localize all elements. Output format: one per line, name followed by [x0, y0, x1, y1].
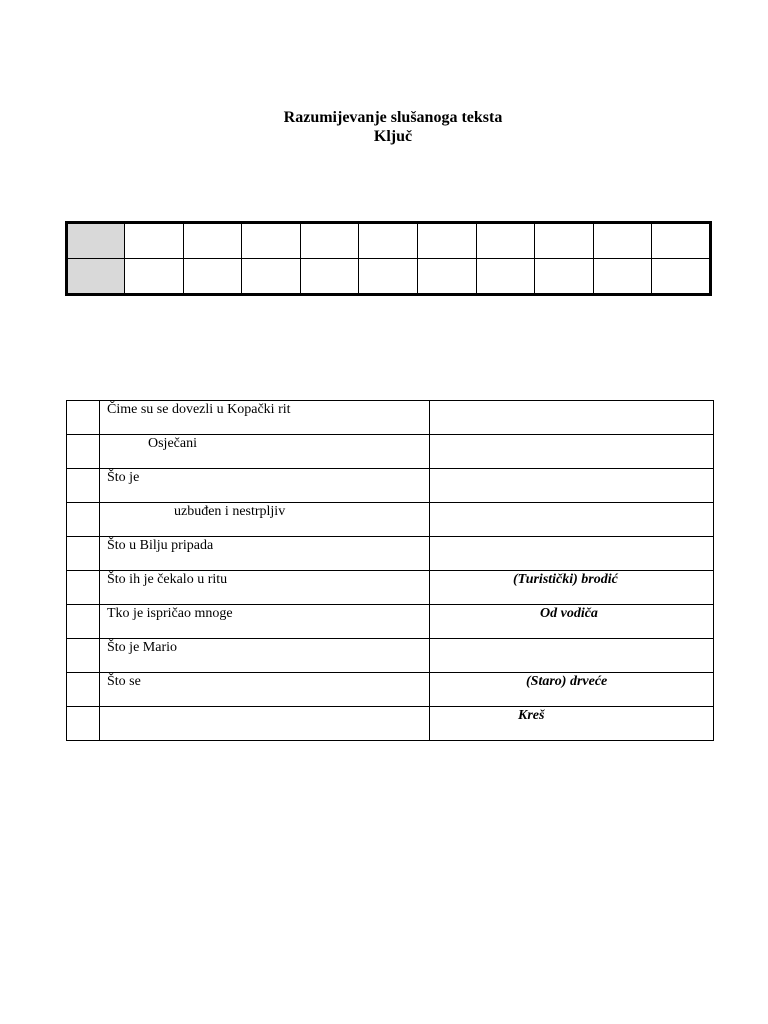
answer-grid-cell: [652, 259, 711, 295]
answer-cell: [430, 503, 714, 537]
answer-grid-cell: [300, 259, 359, 295]
answer-text: [430, 537, 713, 538]
question-cell: [100, 537, 430, 571]
answer-text: Kreš: [518, 708, 545, 723]
answer-grid-cell: [593, 223, 652, 259]
table-row: [67, 435, 714, 469]
question-cell: [100, 707, 430, 741]
answer-text: [430, 503, 713, 504]
answer-grid-cell: [535, 259, 594, 295]
question-cell: [100, 571, 430, 605]
table-row: [67, 707, 714, 741]
answer-grid-header-cell: [67, 259, 125, 295]
question-cell: [100, 605, 430, 639]
answer-grid-cell: [125, 223, 184, 259]
row-number-cell: [67, 435, 100, 469]
table-row: [67, 503, 714, 537]
answer-grid-cell: [476, 223, 535, 259]
answer-text: (Staro) drveće: [526, 674, 608, 689]
answer-cell: [430, 469, 714, 503]
row-number-cell: [67, 401, 100, 435]
answer-grid-row: [67, 259, 711, 295]
table-row: [67, 639, 714, 673]
question-text: Što se: [107, 674, 141, 689]
question-text: Što u Bilju pripada: [107, 538, 214, 553]
answer-grid-cell: [183, 259, 242, 295]
answer-cell: [430, 571, 714, 605]
answer-grid-cell: [593, 259, 652, 295]
question-text: Što je Mario: [107, 640, 177, 655]
question-text: Što ih je čekalo u ritu: [107, 572, 228, 587]
answer-text: [430, 401, 713, 402]
answer-grid-cell: [125, 259, 184, 295]
question-text: Tko je ispričao mnoge: [107, 606, 233, 621]
question-cell: [100, 469, 430, 503]
answer-cell: [430, 707, 714, 741]
answer-cell: [430, 639, 714, 673]
answer-grid-cell: [359, 223, 418, 259]
question-answer-table: [66, 400, 714, 741]
table-row: [67, 401, 714, 435]
document-subtitle: Ključ: [373, 128, 413, 145]
answer-text: (Turistički) brodić: [513, 572, 618, 587]
table-row: [67, 605, 714, 639]
table-row: [67, 469, 714, 503]
answer-text: [430, 435, 713, 436]
question-text: Čime su se dovezli u Kopački rit: [107, 402, 291, 417]
answer-grid-cell: [300, 223, 359, 259]
question-cell: [100, 673, 430, 707]
answer-grid-cell: [359, 259, 418, 295]
table-row: [67, 673, 714, 707]
question-text: Što je: [107, 470, 140, 485]
row-number-cell: [67, 469, 100, 503]
row-number-cell: [67, 639, 100, 673]
answer-grid-header-cell: [67, 223, 125, 259]
table-row: [67, 537, 714, 571]
answer-grid-cell: [535, 223, 594, 259]
answer-text: [430, 639, 713, 640]
answer-grid-cell: [183, 223, 242, 259]
row-number-cell: [67, 707, 100, 741]
answer-grid-cell: [652, 223, 711, 259]
answer-text: Od vodiča: [540, 606, 598, 621]
row-number-cell: [67, 673, 100, 707]
question-cell: [100, 401, 430, 435]
answer-cell: [430, 605, 714, 639]
answer-grid-cell: [242, 223, 301, 259]
answer-grid-row: [67, 223, 711, 259]
answer-cell: [430, 435, 714, 469]
question-cell: [100, 503, 430, 537]
answer-grid-cell: [476, 259, 535, 295]
row-number-cell: [67, 503, 100, 537]
answer-grid-cell: [417, 223, 476, 259]
document-header: [0, 108, 768, 146]
row-number-cell: [67, 537, 100, 571]
answer-cell: [430, 401, 714, 435]
question-cell: [100, 435, 430, 469]
question-text: uzbuđen i nestrpljiv: [174, 504, 286, 519]
question-text: Osječani: [148, 436, 197, 451]
answer-cell: [430, 537, 714, 571]
question-cell: [100, 639, 430, 673]
question-text: [100, 707, 429, 708]
answer-cell: [430, 673, 714, 707]
document-title: Razumijevanje slušanoga teksta: [283, 109, 503, 126]
row-number-cell: [67, 571, 100, 605]
answer-text: [430, 469, 713, 470]
answer-grid-cell: [417, 259, 476, 295]
table-row: [67, 571, 714, 605]
row-number-cell: [67, 605, 100, 639]
answer-grid: [65, 221, 712, 296]
answer-grid-cell: [242, 259, 301, 295]
